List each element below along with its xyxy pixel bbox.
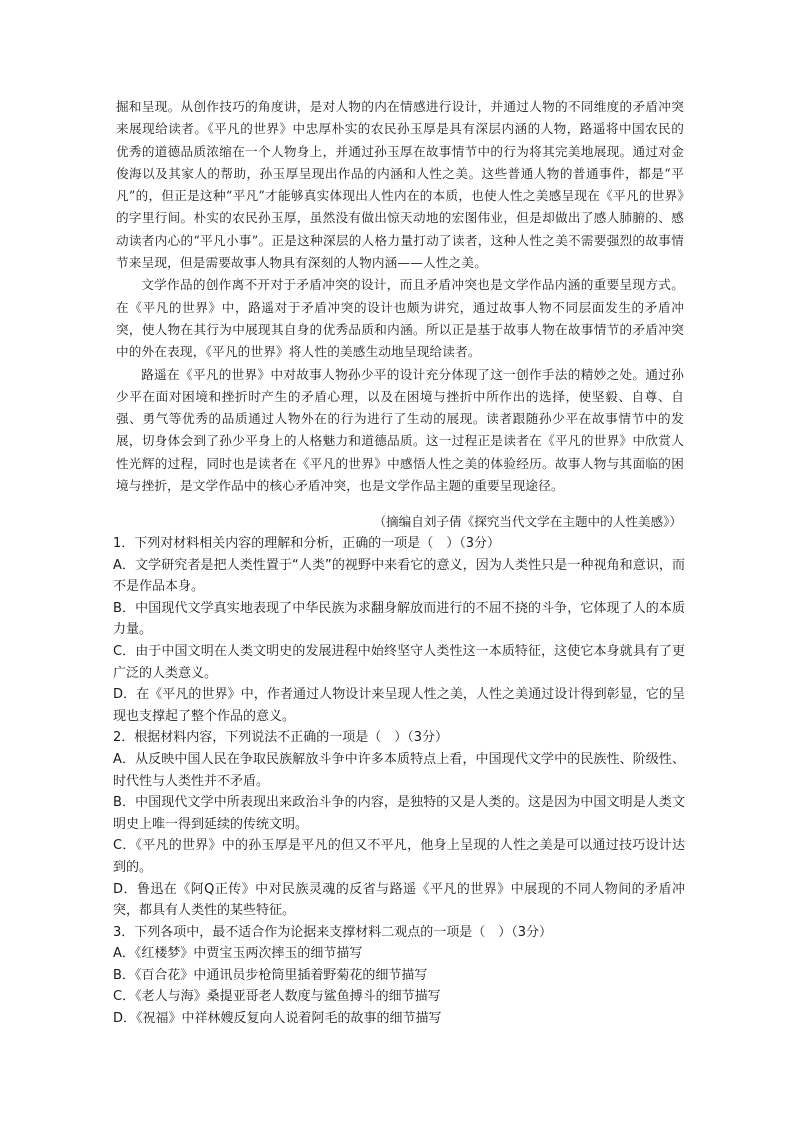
option-c: C．《平凡的世界》中的孙玉厚是平凡的但又不平凡，他身上呈现的人性之美是可以通过技巧设计达到的。 xyxy=(113,838,685,875)
passage-paragraph: 掘和呈现。从创作技巧的角度讲，是对人物的内在情感进行设计，并通过人物的不同维度的矛盾冲突来展现给读者。《平凡的世界》中忠厚朴实的农民孙玉厚是具有深层内涵的人物，路遥将中国农民的优秀的道德品质浓缩在一个人物身上，并通过孙玉厚在故事情节中的行为将其完美地展现。通过对金俊海以及其家人的帮助，孙玉厚呈现出作品的内涵和人性之美。这些普通人物的普通事件，都是“平凡”的，但正是这种“平凡”才能够真实体现出人性内在的本质，也使人性之美感呈现在《平凡的世界》的字里行间。朴实的农民孙玉厚，虽然没有做出惊天动地的宏图伟业，但是却做出了感人肺腑的、感动读者内心的“平凡小事”。正是这种深层的人格力量打动了读者，这种人性之美不需要强烈的故事情节来呈现，但是需要故事人物具有深刻的人物内涵——人性之美。 xyxy=(116,99,684,271)
question-stem: 3．下列各项中，最不适合作为论据来支撑材料二观点的一项是（ ）（3分） xyxy=(113,924,553,940)
option-b: B．中国现代文学中所表现出来政治斗争的内容，是独特的又是人类的。这是因为中国文明是人类文明史上唯一得到延续的传统文明。 xyxy=(113,795,685,832)
passage-paragraph: 路遥在《平凡的世界》中对故事人物孙少平的设计充分体现了这一创作手法的精妙之处。通过孙少平在面对困境和挫折时产生的矛盾心理，以及在困境与挫折中所作出的选择，使坚毅、自尊、自强、勇气等优秀的品质通过人物外在的行为进行了生动的展现。读者跟随孙少平在故事情节中的发展，切身体会到了孙少平身上的人格魅力和道德品质。这一过程正是读者在《平凡的世界》中欣赏人性光辉的过程，同时也是读者在《平凡的世界》中感悟人性之美的体验经历。故事人物与其面临的困境与挫折，是文学作品中的核心矛盾冲突，也是文学作品主题的重要呈现途径。 xyxy=(116,366,684,494)
passage-source: （摘编自刘子倩《探究当代文学在主题中的人性美感》） xyxy=(373,514,682,529)
passage-paragraph: 文学作品的创作离不开对于矛盾冲突的设计，而且矛盾冲突也是文学作品内涵的重要呈现方式。在《平凡的世界》中，路遥对于矛盾冲突的设计也颇为讲究，通过故事人物不同层面发生的矛盾冲突，使人物在其行为中展现其自身的优秀品质和内涵。所以正是基于故事人物在故事情节的矛盾冲突中的外在表现，《平凡的世界》将人性的美感生动地呈现给读者。 xyxy=(116,277,684,360)
question-stem: 2．根据材料内容，下列说法不正确的一项是（ ）（3分） xyxy=(113,730,449,746)
option-a: A．从反映中国人民在争取民族解放斗争中许多本质特点上看，中国现代文学中的民族性、阶级性、时代性与人类性并不矛盾。 xyxy=(113,751,685,789)
question-2 xyxy=(113,727,685,921)
question-3 xyxy=(113,922,685,1030)
option-d: D．在《平凡的世界》中，作者通过人物设计来呈现人性之美，人性之美通过设计得到彰显，它的呈现也支撑起了整个作品的意义。 xyxy=(113,687,685,724)
option-d: D．鲁迅在《阿Q正传》中对民族灵魂的反省与路遥《平凡的世界》中展现的不同人物间的矛盾冲突，都具有人类性的某些特征。 xyxy=(113,881,685,919)
option-a: A．《红楼梦》中贾宝玉两次摔玉的细节描写 xyxy=(113,946,363,962)
option-d: D．《祝福》中祥林嫂反复向人说着阿毛的故事的细节描写 xyxy=(113,1011,442,1027)
question-stem: 1．下列对材料相关内容的理解和分析，正确的一项是（ ）（3分） xyxy=(113,536,501,551)
question-1 xyxy=(113,533,685,727)
question-list xyxy=(113,533,685,1030)
reading-passage xyxy=(116,96,684,497)
option-c: C．由于中国文明在人类文明史的发展进程中始终坚守人类性这一本质特征，这使它本身就具有了更广泛的人类意义。 xyxy=(113,643,685,681)
option-b: B．《百合花》中通讯员步枪筒里插着野菊花的细节描写 xyxy=(113,967,428,983)
option-b: B．中国现代文学真实地表现了中华民族为求翻身解放而进行的不屈不挠的斗争，它体现了人的本质力量。 xyxy=(113,600,685,638)
option-c: C．《老人与海》桑提亚哥老人数度与鲨鱼搏斗的细节描写 xyxy=(113,989,441,1005)
option-a: A．文学研究者是把人类性置于“人类”的视野中来看它的意义，因为人类性只是一种视角和意识，而不是作品本身。 xyxy=(113,557,685,595)
